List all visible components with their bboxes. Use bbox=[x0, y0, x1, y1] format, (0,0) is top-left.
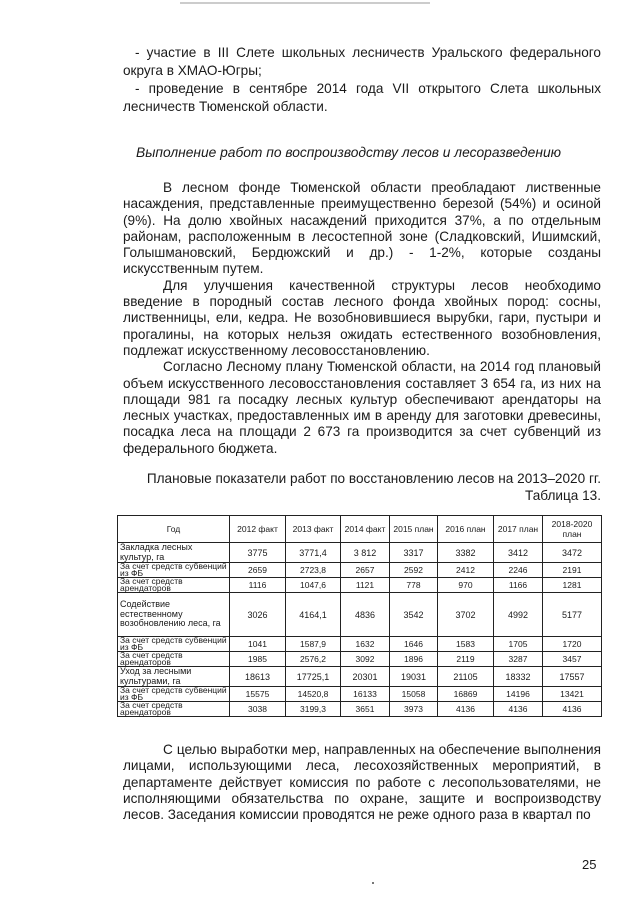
table-cell: 2412 bbox=[438, 563, 494, 578]
row-label: За счет средств субвенций из ФБ bbox=[118, 637, 230, 652]
table-cell: 4136 bbox=[494, 702, 543, 717]
table-cell: 16133 bbox=[341, 687, 390, 702]
table-cell: 2723,8 bbox=[286, 563, 341, 578]
paragraph: Согласно Лесному плану Тюменской области, на 2014 год плановый объем искусственного лесовосстановления составляет 3 654 га, из них на площади 981 га посадку лесных культур обеспечивают арендаторы на лесных участках, предоставленных им в аренду для заготовки древесины, посадка леса на площади 2 673 га производится за счет субвенций из федерального бюджета. bbox=[123, 359, 601, 456]
table-cell: 970 bbox=[438, 578, 494, 593]
paragraph: Для улучшения качественной структуры лесов необходимо введение в породный состав лесного фонда хвойных пород: сосны, лиственницы, ели, кедра. Не возобновившиеся вырубки, гари, пустыри и прогалины, на которых нельзя ожидать естественного возобновления, подлежат искусственному лесовосстановлению. bbox=[123, 277, 601, 358]
header-cell: 2017 план bbox=[494, 516, 543, 543]
bullet-item: - проведение в сентябре 2014 года VII открытого Слета школьных лесничеств Тюменской области. bbox=[123, 81, 601, 114]
table-cell: 1705 bbox=[494, 637, 543, 652]
table-cell: 2592 bbox=[390, 563, 438, 578]
table-cell: 1720 bbox=[543, 637, 602, 652]
body-text bbox=[123, 180, 601, 457]
closing-text bbox=[123, 742, 601, 823]
table-cell: 3 812 bbox=[341, 543, 390, 563]
table-cell: 3038 bbox=[230, 702, 286, 717]
table-row bbox=[118, 667, 602, 687]
table-caption-block bbox=[123, 470, 601, 504]
table-cell: 1121 bbox=[341, 578, 390, 593]
table-cell: 19031 bbox=[390, 667, 438, 687]
scan-artifact-line bbox=[180, 2, 430, 4]
header-cell: 2012 факт bbox=[230, 516, 286, 543]
table-cell: 2191 bbox=[543, 563, 602, 578]
table-cell: 17725,1 bbox=[286, 667, 341, 687]
row-label: За счет средств арендаторов bbox=[118, 652, 230, 667]
header-cell: 2016 план bbox=[438, 516, 494, 543]
table-cell: 1116 bbox=[230, 578, 286, 593]
paragraph: В лесном фонде Тюменской области преобладают лиственные насаждения, представленные преимущественно березой (54%) и осиной (9%). На долю хвойных насаждений приходится 37%, а по отдельным районам, расположенным в лесостепной зоне (Сладковский, Ишимский, Голышмановский, Бердюжский и др.) - 1-2%, которые созданы искусственным путем. bbox=[123, 180, 601, 277]
table-cell: 3287 bbox=[494, 652, 543, 667]
table-cell: 4992 bbox=[494, 593, 543, 637]
table-row bbox=[118, 702, 602, 717]
scan-speck bbox=[372, 882, 374, 884]
table-cell: 3457 bbox=[543, 652, 602, 667]
table-cell: 17557 bbox=[543, 667, 602, 687]
table-cell: 14520,8 bbox=[286, 687, 341, 702]
header-cell: 2018-2020 план bbox=[543, 516, 602, 543]
table-cell: 1047,6 bbox=[286, 578, 341, 593]
row-label: За счет средств субвенций из ФБ bbox=[118, 687, 230, 702]
header-cell: 2015 план bbox=[390, 516, 438, 543]
bullet-item: - участие в III Слете школьных лесничеств Уральского федерального округа в ХМАО-Югры; bbox=[123, 45, 601, 78]
table-cell: 1587,9 bbox=[286, 637, 341, 652]
table-cell: 3702 bbox=[438, 593, 494, 637]
table-cell: 16869 bbox=[438, 687, 494, 702]
table-cell: 3771,4 bbox=[286, 543, 341, 563]
table-row bbox=[118, 578, 602, 593]
table-cell: 3317 bbox=[390, 543, 438, 563]
table-cell: 3472 bbox=[543, 543, 602, 563]
table-cell: 4136 bbox=[543, 702, 602, 717]
table-row bbox=[118, 652, 602, 667]
bullet-list bbox=[123, 44, 601, 116]
table-body bbox=[118, 543, 602, 717]
table-cell: 3973 bbox=[390, 702, 438, 717]
table-cell: 2576,2 bbox=[286, 652, 341, 667]
page-number: 25 bbox=[582, 857, 597, 872]
table-cell: 20301 bbox=[341, 667, 390, 687]
table-cell: 1583 bbox=[438, 637, 494, 652]
table-cell: 13421 bbox=[543, 687, 602, 702]
table-cell: 3775 bbox=[230, 543, 286, 563]
table-row bbox=[118, 593, 602, 637]
table-cell: 4164,1 bbox=[286, 593, 341, 637]
table-cell: 1646 bbox=[390, 637, 438, 652]
table-cell: 2119 bbox=[438, 652, 494, 667]
table-cell: 1166 bbox=[494, 578, 543, 593]
reforestation-table bbox=[117, 515, 602, 717]
header-cell: 2013 факт bbox=[286, 516, 341, 543]
table-row bbox=[118, 687, 602, 702]
table-cell: 15058 bbox=[390, 687, 438, 702]
table-cell: 4136 bbox=[438, 702, 494, 717]
table-cell: 2246 bbox=[494, 563, 543, 578]
table-cell: 3651 bbox=[341, 702, 390, 717]
row-label: За счет средств арендаторов bbox=[118, 702, 230, 717]
table-cell: 1041 bbox=[230, 637, 286, 652]
table-cell: 14196 bbox=[494, 687, 543, 702]
row-label: За счет средств арендаторов bbox=[118, 578, 230, 593]
table-row bbox=[118, 637, 602, 652]
table-cell: 3092 bbox=[341, 652, 390, 667]
table-cell: 15575 bbox=[230, 687, 286, 702]
table-cell: 4836 bbox=[341, 593, 390, 637]
header-cell: 2014 факт bbox=[341, 516, 390, 543]
row-label: За счет средств субвенций из ФБ bbox=[118, 563, 230, 578]
table-caption: Плановые показатели работ по восстановлению лесов на 2013–2020 гг. bbox=[146, 471, 601, 486]
table-cell: 1896 bbox=[390, 652, 438, 667]
header-cell: Год bbox=[118, 516, 230, 543]
table-cell: 18613 bbox=[230, 667, 286, 687]
table-cell: 2657 bbox=[341, 563, 390, 578]
table-cell: 1632 bbox=[341, 637, 390, 652]
table-cell: 3382 bbox=[438, 543, 494, 563]
row-label: Закладка лесных культур, га bbox=[118, 543, 230, 563]
table-cell: 3412 bbox=[494, 543, 543, 563]
table-cell: 2659 bbox=[230, 563, 286, 578]
table-cell: 3199,3 bbox=[286, 702, 341, 717]
paragraph: С целью выработки мер, направленных на обеспечение выполнения лицами, использующими леса, лесохозяйственных мероприятий, в департаменте действует комиссия по работе с лесопользователями, не исполняющими обязательства по охране, защите и воспроизводству лесов. Заседания комиссии проводятся не реже одного раза в квартал по bbox=[123, 742, 601, 823]
table-cell: 778 bbox=[390, 578, 438, 593]
table-number: Таблица 13. bbox=[525, 488, 601, 503]
row-label: Содействие естественному возобновлению леса, га bbox=[118, 593, 230, 637]
section-title: Выполнение работ по воспроизводству лесов и лесоразведению bbox=[136, 145, 561, 160]
table-cell: 1985 bbox=[230, 652, 286, 667]
table-header-row bbox=[118, 516, 602, 543]
table-cell: 18332 bbox=[494, 667, 543, 687]
table-row bbox=[118, 563, 602, 578]
table-row bbox=[118, 543, 602, 563]
table-cell: 5177 bbox=[543, 593, 602, 637]
table-cell: 1281 bbox=[543, 578, 602, 593]
table-cell: 3542 bbox=[390, 593, 438, 637]
table-cell: 3026 bbox=[230, 593, 286, 637]
row-label: Уход за лесными культурами, га bbox=[118, 667, 230, 687]
table-cell: 21105 bbox=[438, 667, 494, 687]
